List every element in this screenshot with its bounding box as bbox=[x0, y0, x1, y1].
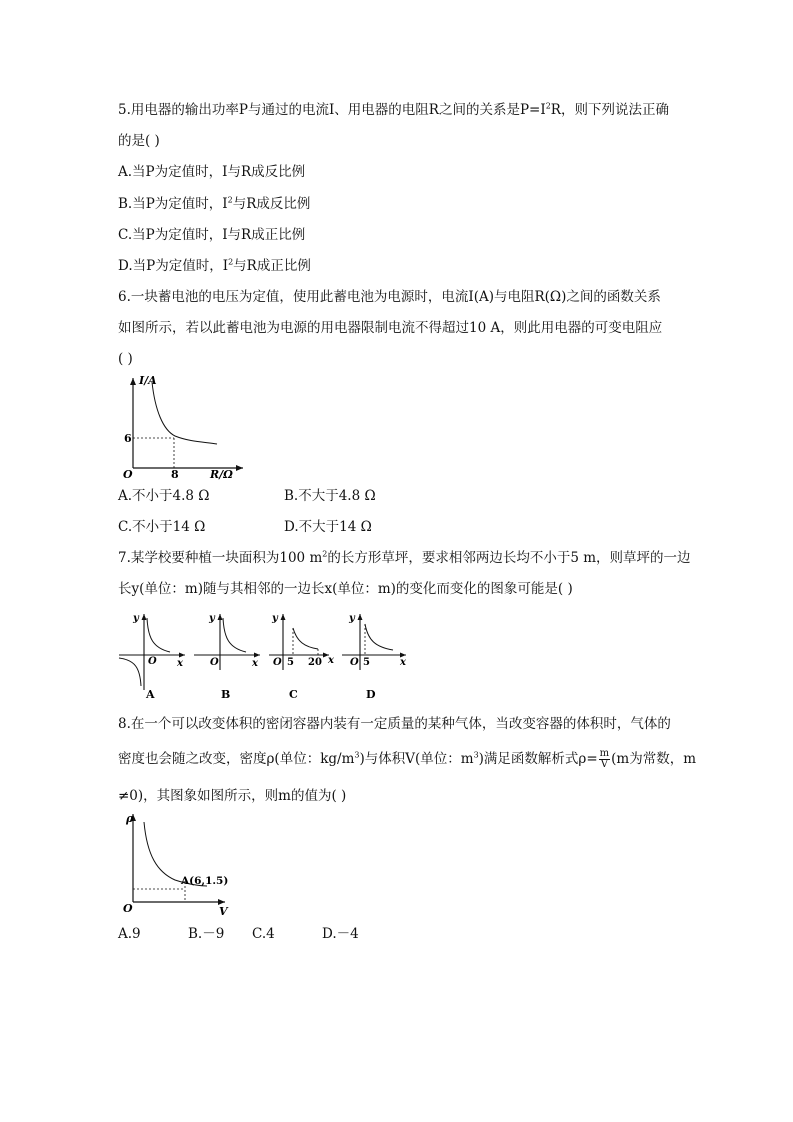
q7c-x-label: x bbox=[328, 655, 334, 666]
q7c-tick-5: 5 bbox=[287, 657, 294, 668]
q8-point-label: A(6,1.5) bbox=[181, 875, 229, 887]
q8-option-c: C.4 bbox=[252, 926, 275, 942]
q6-y-tick-6: 6 bbox=[124, 432, 132, 445]
q8-y-axis-label: ρ bbox=[126, 812, 134, 825]
q7-graph-d bbox=[338, 608, 413, 700]
q7-graph-a-label: A bbox=[146, 688, 155, 700]
q7-graph-d-label: D bbox=[366, 688, 376, 700]
q8-stem-line2: 密度也会随之改变，密度ρ(单位：$kg/m^3$)与体积V(单位：$m^3$)满足函数解析式ρ= $\frac{m}{V}$ (m为常数，m bbox=[118, 748, 697, 770]
q5-option-c: C.当P为定值时，I与R成正比例 bbox=[118, 227, 306, 243]
q6-stem-line2: 如图所示，若以此蓄电池为电源的用电器限制电流不得超过10 A，则此用电器的可变电阻应 bbox=[118, 320, 663, 336]
q6-origin-label: O bbox=[123, 468, 133, 480]
q8-stem-line1: 8.在一个可以改变体积的密闭容器内装有一定质量的某种气体，当改变容器的体积时，气体的 bbox=[118, 716, 671, 732]
q5-stem-line2: 的是( ) bbox=[118, 133, 160, 149]
q7-stem-line1: 7.某学校要种植一块面积为100 $m^2$的长方形草坪，要求相邻两边长均不小于5 m，则草坪的一边 bbox=[118, 549, 691, 566]
q7d-y-label: y bbox=[349, 613, 355, 624]
q7d-tick-5: 5 bbox=[363, 657, 370, 668]
q7b-origin-label: O bbox=[210, 657, 219, 668]
q6-option-d: D.不大于14 Ω bbox=[284, 519, 372, 535]
q7-stem-line2: 长y(单位：m)随与其相邻的一边长x(单位：m)的变化而变化的图象可能是( ) bbox=[118, 581, 573, 597]
q8-graph bbox=[115, 810, 235, 920]
q5-option-a: A.当P为定值时，I与R成反比例 bbox=[118, 164, 306, 180]
q8-fraction: $\frac{m}{V}$ bbox=[599, 748, 610, 770]
q7c-y-label: y bbox=[272, 613, 278, 624]
q7-graph-c bbox=[265, 608, 340, 700]
q6-y-axis-label: I/A bbox=[139, 374, 157, 387]
q7a-x-label: x bbox=[177, 658, 183, 669]
q7c-origin-label: O bbox=[273, 657, 282, 668]
q6-option-c: C.不小于14 Ω bbox=[118, 519, 206, 535]
q7-graph-c-label: C bbox=[289, 688, 298, 700]
q6-option-a: A.不小于4.8 Ω bbox=[118, 488, 210, 504]
q6-x-tick-8: 8 bbox=[171, 468, 179, 480]
q6-stem-line3: ( ) bbox=[118, 351, 133, 367]
q7-graph-b-label: B bbox=[221, 688, 231, 700]
q6-graph bbox=[115, 370, 250, 480]
q7-graph-a bbox=[115, 608, 190, 700]
q8-origin-label: O bbox=[123, 902, 133, 915]
q6-option-b: B.不大于4.8 Ω bbox=[284, 488, 376, 504]
q7-graph-b bbox=[190, 608, 265, 700]
q8-option-b: B.－9 bbox=[188, 926, 225, 942]
q8-option-a: A.9 bbox=[118, 926, 141, 942]
q8-stem-line3: ≠0)，其图象如图所示，则m的值为( ) bbox=[118, 788, 347, 804]
q7d-origin-label: O bbox=[350, 657, 359, 668]
q6-stem-line1: 6.一块蓄电池的电压为定值，使用此蓄电池为电源时，电流I(A)与电阻R(Ω)之间的函数关系 bbox=[118, 289, 661, 305]
q7a-y-label: y bbox=[133, 613, 139, 624]
q5-option-b: B.当P为定值时，$I^2$与R成反比例 bbox=[118, 195, 311, 212]
q7a-origin-label: O bbox=[148, 656, 157, 667]
q8-x-axis-label: V bbox=[219, 905, 228, 918]
q5-stem-line1: 5.用电器的输出功率P与通过的电流I、用电器的电阻R之间的关系是$P=I^2R$，则下列说法正确 bbox=[118, 101, 669, 118]
q7b-x-label: x bbox=[252, 658, 258, 669]
q5-option-d: D.当P为定值时，$I^2$与R成正比例 bbox=[118, 257, 311, 274]
q6-x-axis-label: R/Ω bbox=[210, 468, 233, 480]
q7c-tick-20: 20 bbox=[308, 657, 322, 668]
q7b-y-label: y bbox=[209, 613, 215, 624]
q7d-x-label: x bbox=[400, 657, 406, 668]
q8-option-d: D.－4 bbox=[322, 926, 359, 942]
